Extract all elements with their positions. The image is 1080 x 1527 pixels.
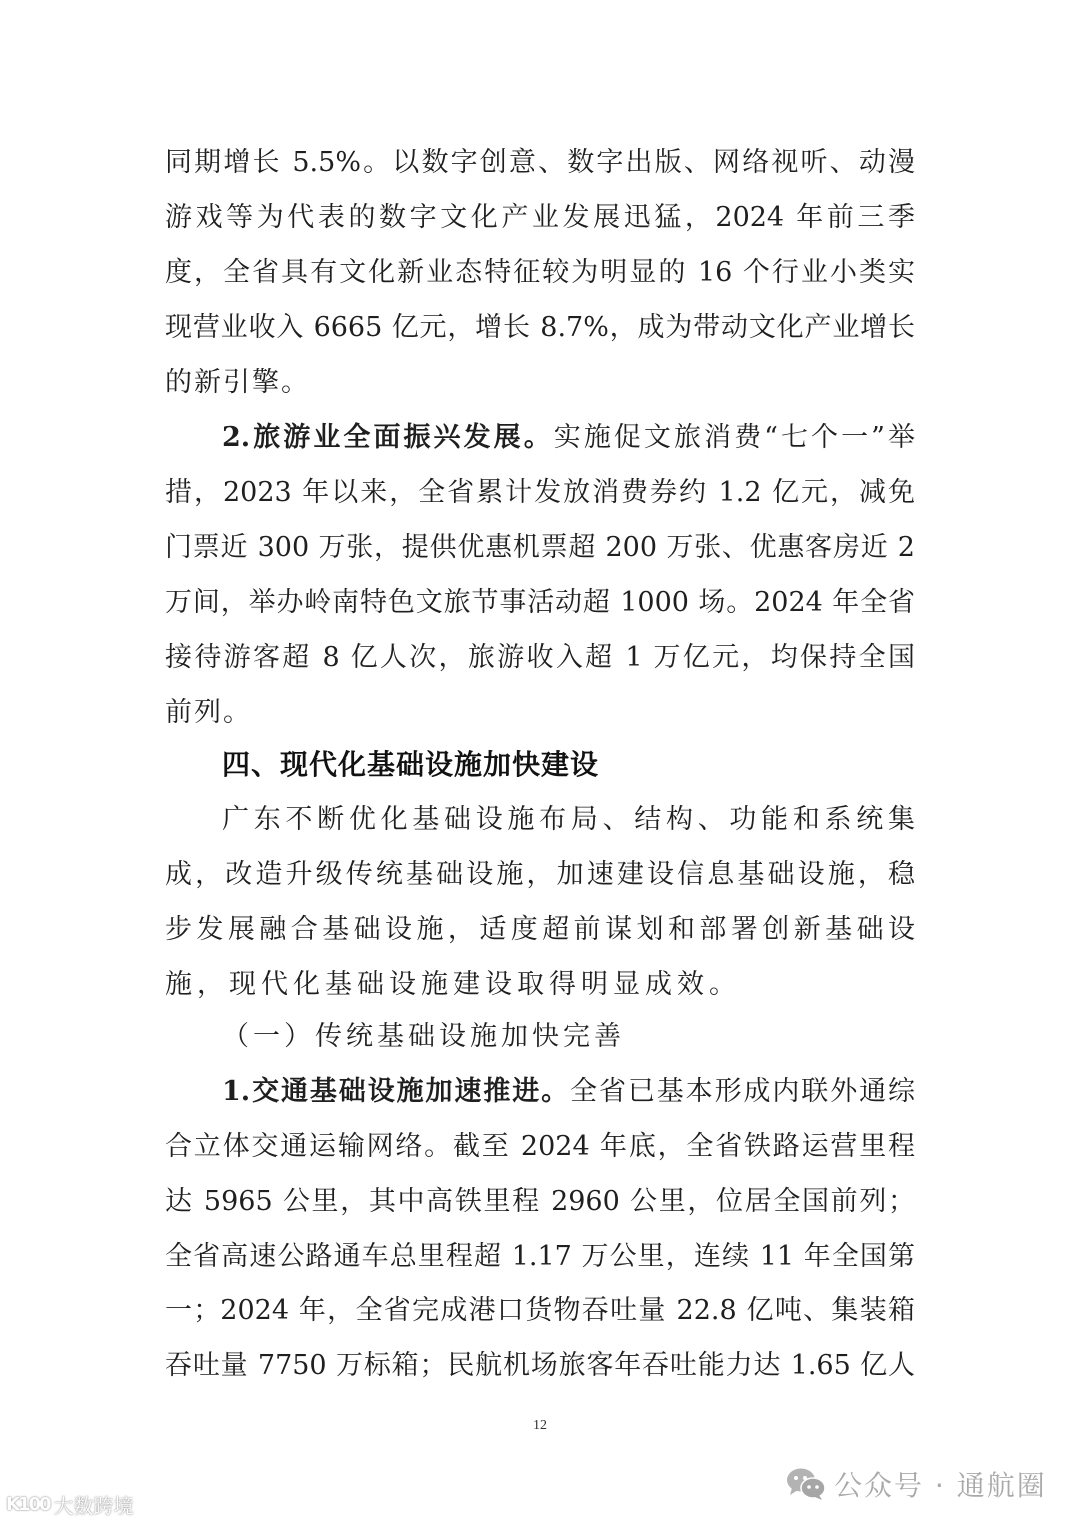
text-line: 接待游客超 8 亿人次，旅游收入超 1 万亿元，均保持全国 xyxy=(165,642,915,673)
wechat-icon xyxy=(786,1467,826,1501)
text-line-lead xyxy=(222,1072,915,1112)
text-line: 成，改造升级传统基础设施，加速建设信息基础设施，稳 xyxy=(165,859,915,890)
text-line: 游戏等为代表的数字文化产业发展迅猛，2024 年前三季 xyxy=(165,202,915,233)
text-line: 步发展融合基础设施，适度超前谋划和部署创新基础设 xyxy=(165,914,915,945)
section-heading: 四、现代化基础设施加快建设 xyxy=(222,748,600,781)
k100-logo-icon: K100 xyxy=(6,1493,50,1515)
text-line: 措，2023 年以来，全省累计发放消费券约 1.2 亿元，减免 xyxy=(165,477,915,508)
watermark-right-text: 公众号 · 通航圈 xyxy=(834,1469,1047,1502)
text-line: 达 5965 公里，其中高铁里程 2960 公里，位居全国前列； xyxy=(165,1186,915,1217)
text-line: 万间，举办岭南特色文旅节事活动超 1000 场。2024 年全省 xyxy=(165,587,915,618)
subsection-heading: （一）传统基础设施加快完善 xyxy=(222,1021,625,1052)
text-line: 现营业收入 6665 亿元，增长 8.7%，成为带动文化产业增长 xyxy=(165,312,915,343)
text-line: 施，现代化基础设施建设取得明显成效。 xyxy=(165,969,741,1000)
text-line: 吞吐量 7750 万标箱；民航机场旅客年吞吐能力达 1.65 亿人 xyxy=(165,1350,915,1381)
text-line: 全省高速公路通车总里程超 1.17 万公里，连续 11 年全国第 xyxy=(165,1241,915,1272)
text-line: 广东不断优化基础设施布局、结构、功能和系统集 xyxy=(222,804,915,835)
text-line: 门票近 300 万张，提供优惠机票超 200 万张、优惠客房近 2 xyxy=(165,532,915,563)
text-line-lead xyxy=(222,418,915,458)
text-line: 同期增长 5.5%。以数字创意、数字出版、网络视听、动漫 xyxy=(165,147,915,178)
text-line: 的新引擎。 xyxy=(165,367,310,398)
lead-rest: 实施促文旅消费“七个一”举 xyxy=(553,422,915,453)
text-line: 前列。 xyxy=(165,697,252,728)
text-line: 合立体交通运输网络。截至 2024 年底，全省铁路运营里程 xyxy=(165,1131,915,1162)
text-line: 一；2024 年，全省完成港口货物吞吐量 22.8 亿吨、集装箱 xyxy=(165,1295,915,1326)
watermark-left xyxy=(6,1488,134,1520)
bold-lead: 1.交通基础设施加速推进。 xyxy=(222,1076,571,1107)
text-line: 度，全省具有文化新业态特征较为明显的 16 个行业小类实 xyxy=(165,257,915,288)
page-number: 12 xyxy=(533,1418,547,1433)
watermark-left-text: 大数跨境 xyxy=(53,1493,134,1518)
bold-lead: 2.旅游业全面振兴发展。 xyxy=(222,422,554,453)
watermark-right xyxy=(786,1464,1047,1504)
lead-rest: 全省已基本形成内联外通综 xyxy=(570,1076,916,1107)
